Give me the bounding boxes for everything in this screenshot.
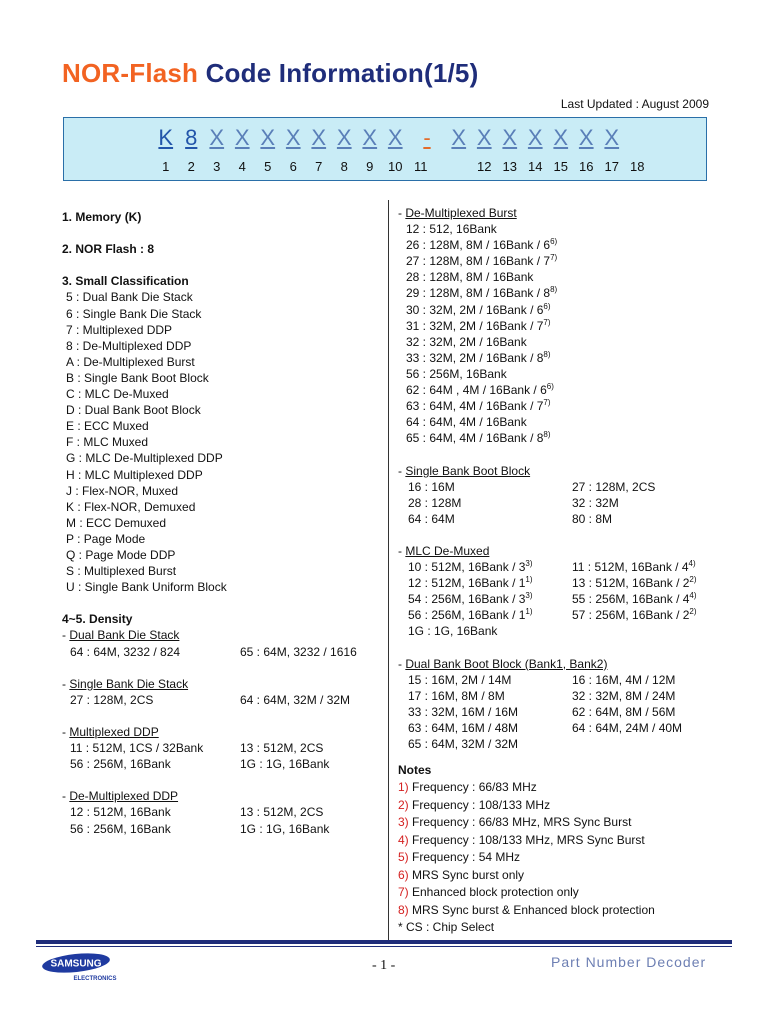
demux-burst-item xyxy=(398,253,728,269)
note-text: Frequency : 66/83 MHz, MRS Sync Burst xyxy=(408,815,632,830)
classification-item: C : MLC De-Muxed xyxy=(66,387,169,402)
code-char: - xyxy=(423,125,431,150)
dbbb-list xyxy=(398,672,728,752)
code-char: X xyxy=(362,125,378,150)
sbbb-cell: 16 : 16M xyxy=(408,479,455,494)
note-text: MRS Sync burst only xyxy=(408,867,525,882)
code-position: 5 xyxy=(264,159,272,174)
code-characters xyxy=(153,125,625,151)
dbbb-cell: 64 : 64M, 24M / 40M xyxy=(572,721,683,735)
footer-rule xyxy=(36,940,732,944)
mlc-cell xyxy=(398,607,572,623)
dbbb-cell: 16 : 16M, 4M / 12M xyxy=(572,672,676,687)
code-position: 9 xyxy=(366,159,374,174)
note-text: Frequency : 108/133 MHz xyxy=(408,797,551,812)
density-cell: 27 : 128M, 2CS xyxy=(70,692,154,707)
demux-burst-item xyxy=(398,237,728,253)
demux-burst-text: 30 : 32M, 2M / 16Bank / 6$^{6)}$ xyxy=(406,301,551,317)
footnote-ref: 6) xyxy=(543,301,551,311)
density-heading: 4~5. Density xyxy=(62,612,133,627)
mlc-list xyxy=(398,559,728,639)
density-cell: 13 : 512M, 2CS xyxy=(240,741,324,756)
spacer xyxy=(62,660,372,676)
demux-burst-text: 12 : 512, 16Bank xyxy=(406,222,497,237)
density-cell: 1G : 1G, 16Bank xyxy=(240,821,330,836)
density-cell: 56 : 256M, 16Bank xyxy=(70,821,171,836)
note-text: Frequency : 54 MHz xyxy=(408,850,521,865)
code-position: 13 xyxy=(502,159,517,174)
note-text: MRS Sync burst & Enhanced block protection xyxy=(408,902,655,917)
nor-flash-heading: 2. NOR Flash : 8 xyxy=(62,242,155,257)
density-row xyxy=(62,756,372,772)
density-row xyxy=(62,740,372,756)
mlc-row xyxy=(398,607,728,623)
mlc-text: 10 : 512M, 16Bank / 3$^{3)}$ xyxy=(408,559,533,575)
classification-item: G : MLC De-Multiplexed DDP xyxy=(66,451,223,466)
footnote-ref: 8) xyxy=(543,430,551,440)
code-position: 1 xyxy=(162,159,170,174)
title-rest: Code Information(1/5) xyxy=(198,58,479,88)
code-position: 15 xyxy=(553,159,568,174)
sbbb-cell: 64 : 64M xyxy=(408,511,455,526)
demux-burst-text: 33 : 32M, 2M / 16Bank / 8$^{8)}$ xyxy=(406,349,551,365)
density-group-title: Single Bank Die Stack xyxy=(69,676,189,691)
mlc-text: 55 : 256M, 16Bank / 4$^{4)}$ xyxy=(572,591,697,607)
density-cell: 11 : 512M, 1CS / 32Bank xyxy=(70,741,204,756)
mlc-text: 13 : 512M, 16Bank / 2$^{2)}$ xyxy=(572,575,697,591)
dbbb-row xyxy=(398,672,728,688)
footnote-ref: 1) xyxy=(525,575,533,585)
demux-burst-text: 56 : 256M, 16Bank xyxy=(406,366,507,381)
mlc-cell xyxy=(398,591,572,607)
note-text: Frequency : 66/83 MHz xyxy=(408,780,537,795)
code-char: X xyxy=(387,125,403,150)
demux-burst-item xyxy=(398,430,728,446)
note-number: 3) xyxy=(398,815,409,830)
demux-burst-text: 27 : 128M, 8M / 16Bank / 7$^{7)}$ xyxy=(406,253,558,269)
mlc-row xyxy=(398,575,728,591)
dbbb-row xyxy=(398,704,728,720)
demux-burst-item xyxy=(398,269,728,285)
mlc-cell xyxy=(572,575,697,591)
note-text: Frequency : 108/133 MHz, MRS Sync Burst xyxy=(408,832,645,847)
demux-burst-item xyxy=(398,318,728,334)
mlc-heading: MLC De-Muxed xyxy=(405,543,490,558)
classification-item: Q : Page Mode DDP xyxy=(66,547,176,562)
code-char: X xyxy=(311,125,327,150)
code-box xyxy=(63,117,707,181)
mlc-text: 1G : 1G, 16Bank xyxy=(408,624,498,639)
demux-burst-text: 28 : 128M, 8M / 16Bank xyxy=(406,270,534,285)
dbbb-cell: 62 : 64M, 8M / 56M xyxy=(572,704,676,719)
footnote-ref: 8) xyxy=(550,285,558,295)
demux-burst-text: 65 : 64M, 4M / 16Bank / 8$^{8)}$ xyxy=(406,430,551,446)
mlc-row xyxy=(398,559,728,575)
demux-burst-item xyxy=(398,221,728,237)
dbbb-row xyxy=(398,688,728,704)
spacer xyxy=(62,708,372,724)
demux-burst-text: 31 : 32M, 2M / 16Bank / 7$^{7)}$ xyxy=(406,317,551,333)
classification-item: K : Flex-NOR, Demuxed xyxy=(66,499,196,514)
mlc-cell xyxy=(572,559,696,575)
classification-item: 7 : Multiplexed DDP xyxy=(66,322,173,337)
note-number: 7) xyxy=(398,885,409,900)
note-number: 5) xyxy=(398,850,409,865)
footnote-ref: 4) xyxy=(688,559,696,569)
density-groups xyxy=(62,627,372,836)
sbbb-row xyxy=(398,479,728,495)
notes-heading: Notes xyxy=(398,763,432,778)
mlc-text: 12 : 512M, 16Bank / 1$^{1)}$ xyxy=(408,575,533,591)
samsung-logo xyxy=(40,952,118,982)
note-item xyxy=(398,867,728,885)
classification-item: B : Single Bank Boot Block xyxy=(66,370,209,385)
footnote-ref: 4) xyxy=(689,591,697,601)
density-cell: 12 : 512M, 16Bank xyxy=(70,805,171,820)
code-position: 6 xyxy=(289,159,297,174)
mlc-text: 11 : 512M, 16Bank / 4$^{4)}$ xyxy=(572,559,696,575)
dbbb-cell: 33 : 32M, 16M / 16M xyxy=(408,704,519,719)
mlc-row xyxy=(398,623,728,639)
classification-item: S : Multiplexed Burst xyxy=(66,564,177,579)
code-char: X xyxy=(553,125,569,150)
demux-burst-text: 26 : 128M, 8M / 16Bank / 6$^{6)}$ xyxy=(406,237,558,253)
demux-burst-item xyxy=(398,414,728,430)
note-item xyxy=(398,814,728,832)
note-item xyxy=(398,797,728,815)
part-number-decoder-label: Part Number Decoder xyxy=(551,954,707,970)
classification-item: E : ECC Muxed xyxy=(66,419,149,434)
note-item xyxy=(398,902,728,920)
demux-burst-item xyxy=(398,285,728,301)
dbbb-cell: 17 : 16M, 8M / 8M xyxy=(408,688,505,703)
footnote-ref: 7) xyxy=(550,253,558,263)
note-number: 4) xyxy=(398,832,409,847)
mlc-cell xyxy=(398,623,572,639)
code-position: 18 xyxy=(630,159,645,174)
sbbb-heading: Single Bank Boot Block xyxy=(405,463,531,478)
demux-burst-item xyxy=(398,302,728,318)
density-row xyxy=(62,821,372,837)
footnote-ref: 3) xyxy=(525,559,533,569)
demux-burst-text: 64 : 64M, 4M / 16Bank xyxy=(406,415,527,430)
classification-item: 5 : Dual Bank Die Stack xyxy=(66,290,193,305)
demux-burst-item xyxy=(398,366,728,382)
mlc-text: 54 : 256M, 16Bank / 3$^{3)}$ xyxy=(408,591,533,607)
spacer xyxy=(62,772,372,788)
density-group-heading: - Single Bank Die Stack xyxy=(62,676,189,691)
classification-item: M : ECC Demuxed xyxy=(66,515,167,530)
sbbb-row xyxy=(398,511,728,527)
demux-burst-heading: De-Multiplexed Burst xyxy=(405,206,517,220)
memory-heading: 1. Memory (K) xyxy=(62,210,142,224)
code-position: 14 xyxy=(528,159,543,174)
demux-burst-item xyxy=(398,382,728,398)
demux-burst-text: 63 : 64M, 4M / 16Bank / 7$^{7)}$ xyxy=(406,398,551,414)
density-cell: 64 : 64M, 3232 / 824 xyxy=(70,644,181,659)
column-divider xyxy=(388,200,389,940)
footnote-ref: 6) xyxy=(546,382,554,392)
footnote-ref: 6) xyxy=(550,237,558,247)
density-row xyxy=(62,692,372,708)
note-item xyxy=(398,832,728,850)
density-cell: 56 : 256M, 16Bank xyxy=(70,757,171,772)
code-char: X xyxy=(260,125,276,150)
code-char: X xyxy=(578,125,594,150)
code-position: 16 xyxy=(579,159,594,174)
footnote-ref: 8) xyxy=(543,349,551,359)
code-char: X xyxy=(476,125,492,150)
density-group-title: Multiplexed DDP xyxy=(69,725,159,739)
note-item xyxy=(398,779,728,797)
code-position: 2 xyxy=(187,159,195,174)
demux-burst-text: 32 : 32M, 2M / 16Bank xyxy=(406,334,527,349)
code-char: X xyxy=(451,125,467,150)
demux-burst-item xyxy=(398,398,728,414)
code-char: X xyxy=(527,125,543,150)
density-group-heading: - Multiplexed DDP xyxy=(62,725,159,739)
code-char: X xyxy=(336,125,352,150)
footnote-ref: 7) xyxy=(543,317,551,327)
density-cell: 1G : 1G, 16Bank xyxy=(240,757,330,772)
footnote-ref: 1) xyxy=(525,607,533,617)
page-number: - 1 - xyxy=(372,958,396,973)
classification-item: J : Flex-NOR, Muxed xyxy=(66,483,179,498)
classification-item: H : MLC Multiplexed DDP xyxy=(66,467,203,482)
left-column xyxy=(62,209,372,837)
demux-burst-item xyxy=(398,334,728,350)
sbbb-cell: 27 : 128M, 2CS xyxy=(572,479,656,494)
dbbb-cell: 65 : 64M, 32M / 32M xyxy=(408,737,519,752)
mlc-text: 57 : 256M, 16Bank / 2$^{2)}$ xyxy=(572,607,697,623)
code-char: X xyxy=(502,125,518,150)
mlc-row xyxy=(398,591,728,607)
dbbb-cell: 32 : 32M, 8M / 24M xyxy=(572,688,676,703)
mlc-cell xyxy=(572,591,697,607)
note-number: 6) xyxy=(398,867,409,882)
density-group-title: Dual Bank Die Stack xyxy=(69,628,180,643)
density-row xyxy=(62,804,372,820)
last-updated: Last Updated : August 2009 xyxy=(560,97,709,111)
sbbb-cell: 80 : 8M xyxy=(572,511,613,526)
right-column: - De-Multiplexed Burst 12 : 512, 16Bank 26 : 128M, 8M / 16Bank / 6$^{6)}$ 27 : 128M, 8M / 16Bank / 7$^{7)}$ 28 : 128M, 8M / 16Bank 29 : 128M, 8M / 16Bank / 8$^{8)}$ 30 : 32M, 2M / 16Bank / 6$^{6)}$ 31 : 32M, 2M / 16Bank / 7$^{7)}$ 32 : 32M, 2M / 16Bank 33 : 32M, 2M / 16Bank / 8$^{8)}$ 56 : 256M, 16Bank 62 : 64M , 4M / 16Bank / 6$^{6)}$ 63 : 64M, 4M / 16Bank / 7$^{7)}$ 64 : 64M, 4M / 16Bank 65 : 64M, 4M / 16Bank / 8$^{8)}$ - Single Bank Boot Block 16 : 16M 27 : 128M, 2CS 28 : 128M 32 : 32M 64 : 64M 80 : 8M - MLC De-Muxed 10 : 512M, 16Bank / 3$^{3)}$ 11 : 512M, 16Bank / 4$^{4)}$ 12 : 512M, 16Bank / 1$^{1)}$ 13 : 512M, 16Bank / 2$^{2)}$ 54 : 256M, 16Bank / 3$^{3)}$ 55 : 256M, 16Bank / 4$^{4)}$ 56 : 256M, 16Bank / 1$^{1)}$ 57 : 256M, 16Bank / 2$^{2)}$ 1G : 1G, 16Bank - Dual Bank Boot Block (Bank1, Bank2) 15 : 16M, 2M / 14M 16 : 16M, 4M / 12M 17 : 16M, 8M / 8M 32 : 32M, 8M / 24M 33 : 32M, 16M / 16M 62 : 64M, 8M / 56M 63 : 64M, 16M / 48M 64 : 64M, 24M / 40M 65 : 64M, 32M / 32M Notes 1) Frequency : 66/83 MHz 2) Frequency : 108/133 MHz 3) Frequency : 66/83 MHz, MRS Sync Burst 4) Frequency : 108/133 MHz, MRS Sync Burst 5) Frequency : 54 MHz 6) MRS Sync burst only 7) Enhanced block protection only 8) MRS Sync burst & Enhanced block protection * CS : Chip Select xyxy=(398,205,728,936)
density-cell: 65 : 64M, 3232 / 1616 xyxy=(240,644,357,659)
classification-item: P : Page Mode xyxy=(66,531,146,546)
title-highlight: NOR-Flash xyxy=(62,58,199,88)
notes-list xyxy=(398,779,728,919)
density-group-heading: - Dual Bank Die Stack xyxy=(62,628,180,643)
code-position: 11 xyxy=(414,159,428,174)
classification-item: F : MLC Muxed xyxy=(66,435,149,450)
dbbb-cell: 15 : 16M, 2M / 14M xyxy=(408,672,512,687)
svg-text:ELECTRONICS: ELECTRONICS xyxy=(73,976,117,982)
density-cell: 64 : 64M, 32M / 32M xyxy=(240,692,351,707)
code-position: 4 xyxy=(238,159,246,174)
dbbb-row xyxy=(398,720,728,736)
footnote-ref: 7) xyxy=(543,398,551,408)
code-char: X xyxy=(604,125,620,150)
mlc-cell xyxy=(398,575,572,591)
footer-rule-thin xyxy=(36,946,732,947)
note-item xyxy=(398,884,728,902)
mlc-cell xyxy=(572,607,697,623)
sbbb-list xyxy=(398,479,728,527)
dbbb-row xyxy=(398,736,728,752)
density-group-heading: - De-Multiplexed DDP xyxy=(62,789,179,804)
demux-burst-text: 29 : 128M, 8M / 16Bank / 8$^{8)}$ xyxy=(406,285,558,301)
density-cell: 13 : 512M, 2CS xyxy=(240,805,324,820)
code-char: 8 xyxy=(185,125,198,150)
code-position: 12 xyxy=(477,159,492,174)
note-text: Enhanced block protection only xyxy=(408,885,579,900)
note-number: 2) xyxy=(398,797,409,812)
sbbb-cell: 28 : 128M xyxy=(408,495,462,510)
code-position: 10 xyxy=(388,159,403,174)
footnote-ref: 3) xyxy=(525,591,533,601)
note-item xyxy=(398,849,728,867)
code-position: 3 xyxy=(213,159,221,174)
demux-burst-list xyxy=(398,221,728,446)
code-char: X xyxy=(234,125,250,150)
code-position: 17 xyxy=(604,159,619,174)
footnote-ref: 2) xyxy=(689,607,697,617)
dbbb-heading: Dual Bank Boot Block (Bank1, Bank2) xyxy=(405,656,608,671)
sbbb-row xyxy=(398,495,728,511)
code-char: K xyxy=(158,125,174,150)
code-char: X xyxy=(285,125,301,150)
classification-item: 8 : De-Multiplexed DDP xyxy=(66,338,192,353)
mlc-text: 56 : 256M, 16Bank / 1$^{1)}$ xyxy=(408,607,533,623)
page-title xyxy=(62,58,478,89)
density-group-title: De-Multiplexed DDP xyxy=(69,789,179,804)
mlc-cell xyxy=(398,559,572,575)
code-position: 8 xyxy=(340,159,348,174)
cs-note: * CS : Chip Select xyxy=(398,920,495,935)
note-number: 8) xyxy=(398,902,409,917)
demux-burst-item xyxy=(398,350,728,366)
small-classification-list xyxy=(62,289,372,595)
density-row xyxy=(62,644,372,660)
code-char: X xyxy=(209,125,225,150)
classification-item: D : Dual Bank Boot Block xyxy=(66,403,201,418)
footnote-ref: 2) xyxy=(689,575,697,585)
code-positions xyxy=(153,159,650,174)
demux-burst-text: 62 : 64M , 4M / 16Bank / 6$^{6)}$ xyxy=(406,382,554,398)
classification-item: 6 : Single Bank Die Stack xyxy=(66,306,202,321)
sbbb-cell: 32 : 32M xyxy=(572,495,619,510)
small-classification-heading: 3. Small Classification xyxy=(62,274,189,289)
dbbb-cell: 63 : 64M, 16M / 48M xyxy=(408,721,519,735)
svg-text:SAMSUNG: SAMSUNG xyxy=(50,958,102,970)
code-position: 7 xyxy=(315,159,323,174)
classification-item: A : De-Multiplexed Burst xyxy=(66,354,195,369)
classification-item: U : Single Bank Uniform Block xyxy=(66,580,227,595)
note-number: 1) xyxy=(398,780,409,795)
